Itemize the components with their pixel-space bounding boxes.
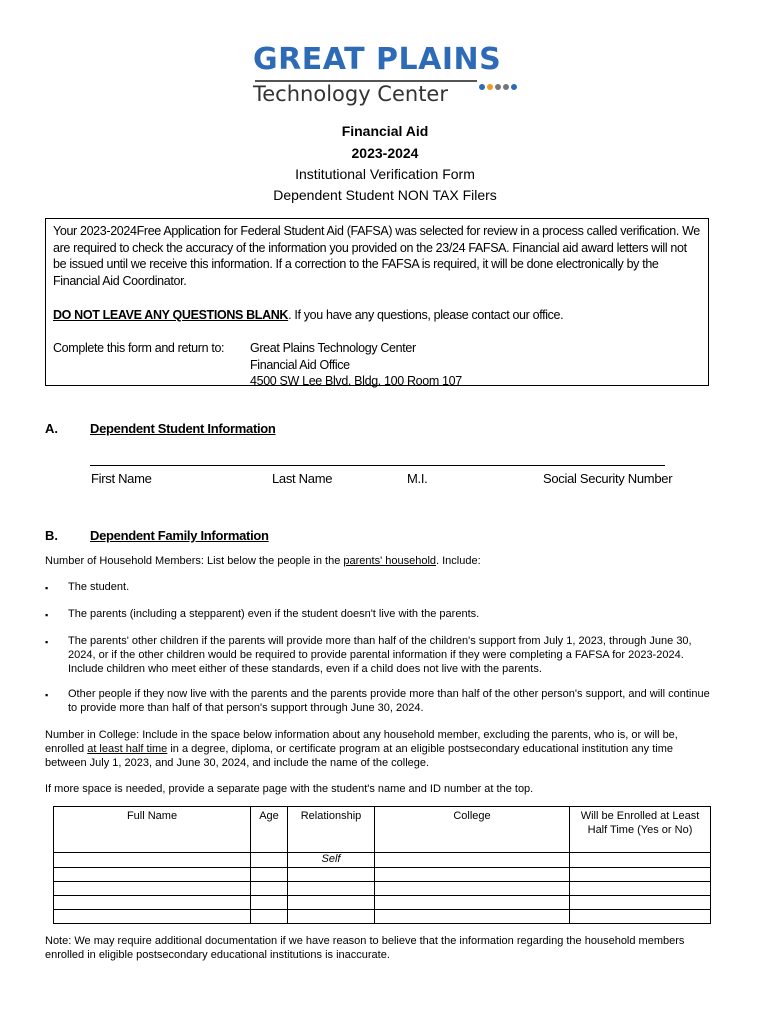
household-intro: Number of Household Members: List below the people in the parents' household. Include:: [45, 555, 481, 567]
logo-line-1: GREAT PLAINS: [253, 42, 502, 77]
logo-dot: [495, 84, 501, 90]
form-name: Institutional Verification Form: [295, 166, 475, 182]
table-row: [54, 853, 711, 868]
section-b-title: Dependent Family Information: [90, 528, 269, 543]
full-name-cell[interactable]: [54, 895, 251, 909]
first-name-label: First Name: [91, 471, 152, 486]
logo-dot: [479, 84, 485, 90]
bullet-icon: ▪: [45, 583, 49, 593]
enrolled-cell[interactable]: [570, 909, 711, 923]
address-line: Financial Aid Office: [250, 357, 350, 372]
more-space-note: If more space is needed, provide a separate page with the student's name and ID number at the top.: [45, 783, 534, 795]
age-cell[interactable]: [251, 895, 288, 909]
mi-label: M.I.: [407, 471, 428, 486]
documentation-note: Note: We may require additional documentation if we have reason to believe that the information regarding the household members enrolled in eligible postsecondary educational institutions is inaccurate.: [45, 935, 685, 961]
bullet-icon: ▪: [45, 610, 49, 620]
page-title: Financial Aid: [341, 123, 429, 139]
household-table: [53, 806, 711, 924]
relationship-cell[interactable]: [288, 909, 375, 923]
enrolled-cell[interactable]: [570, 881, 711, 895]
section-a-title: Dependent Student Information: [90, 421, 276, 436]
col-relationship: Relationship: [288, 807, 375, 853]
relationship-self: Self: [288, 853, 375, 868]
table-row: [54, 867, 711, 881]
full-name-cell[interactable]: [54, 853, 251, 868]
form-type: Dependent Student NON TAX Filers: [273, 187, 497, 203]
school-logo: [253, 42, 523, 108]
college-cell[interactable]: [375, 909, 570, 923]
logo-line-2: Technology Center: [253, 82, 448, 106]
col-college: College: [375, 807, 570, 853]
table-header-row: [54, 807, 711, 853]
age-cell[interactable]: [251, 909, 288, 923]
table-row: [54, 909, 711, 923]
contact-note: . If you have any questions, please contact our office.: [288, 308, 564, 322]
bullet-item: The student.: [68, 581, 130, 593]
table-row: [54, 895, 711, 909]
enrolled-cell[interactable]: [570, 853, 711, 868]
relationship-cell[interactable]: [288, 867, 375, 881]
address-line: Great Plains Technology Center: [250, 341, 416, 355]
age-cell[interactable]: [251, 867, 288, 881]
col-full-name: Full Name: [54, 807, 251, 853]
college-cell[interactable]: [375, 853, 570, 868]
blank-warning: DO NOT LEAVE ANY QUESTIONS BLANK: [53, 308, 289, 322]
logo-dot: [511, 84, 517, 90]
table-row: [54, 881, 711, 895]
bullet-icon: ▪: [45, 690, 49, 700]
age-cell[interactable]: [251, 881, 288, 895]
bullet-item: Other people if they now live with the parents and the parents provide more than half of the other person's support, and will continue to provide more than half of that person's support through June 30, 2024.: [68, 688, 710, 714]
enrolled-cell[interactable]: [570, 867, 711, 881]
intro-paragraph: Your 2023-2024Free Application for Federal Student Aid (FAFSA) was selected for review in a process called verification. We are required to check the accuracy of the information you provided on the 23/24 FAFSA. Financial aid award letters will not be issued until we receive this information. If a correction to the FAFSA is required, it will be done electronically by the Financial Aid Coordinator.: [53, 224, 700, 288]
col-enrolled: Will be Enrolled at Least Half Time (Yes or No): [570, 807, 711, 853]
bullet-item: The parents (including a stepparent) even if the student doesn't live with the parents.: [68, 608, 480, 620]
bullet-item: The parents' other children if the parents will provide more than half of the children's support from July 1, 2023, through June 30, 2024, or if the other children would be required to provide parental information if they were completing a FAFSA for 2023-2024. Include children who meet either of these standards, even if a child does not live with the parents.: [68, 635, 692, 675]
logo-dots: [479, 77, 519, 85]
section-b-letter: B.: [45, 528, 58, 543]
return-label: Complete this form and return to:: [53, 341, 225, 355]
return-address: [250, 340, 462, 390]
section-a-letter: A.: [45, 421, 58, 436]
address-line: 4500 SW Lee Blvd. Bldg. 100 Room 107: [250, 374, 462, 388]
col-age: Age: [251, 807, 288, 853]
college-cell[interactable]: [375, 881, 570, 895]
college-cell[interactable]: [375, 895, 570, 909]
last-name-label: Last Name: [272, 471, 333, 486]
ssn-label: Social Security Number: [543, 471, 673, 486]
full-name-cell[interactable]: [54, 867, 251, 881]
college-instructions: Number in College: Include in the space below information about any household member, excluding the parents, who is, or will be, enrolled at least half time in a degree, diploma, or certificate program at an eligible postsecondary educational institution any time between July 1, 2023, and June 30, 2024, and include the name of the college.: [45, 729, 678, 769]
enrolled-cell[interactable]: [570, 895, 711, 909]
relationship-cell[interactable]: [288, 881, 375, 895]
full-name-cell[interactable]: [54, 881, 251, 895]
student-info-input-line[interactable]: [90, 465, 665, 466]
relationship-cell[interactable]: [288, 895, 375, 909]
half-time-term: at least half time: [87, 743, 168, 755]
full-name-cell[interactable]: [54, 909, 251, 923]
blank-warning-line: [53, 307, 563, 324]
parents-household: parents' household: [343, 555, 437, 567]
bullet-icon: ▪: [45, 637, 49, 647]
logo-dot: [487, 84, 493, 90]
logo-dot: [503, 84, 509, 90]
college-cell[interactable]: [375, 867, 570, 881]
age-cell[interactable]: [251, 853, 288, 868]
aid-year: 2023-2024: [351, 145, 419, 161]
